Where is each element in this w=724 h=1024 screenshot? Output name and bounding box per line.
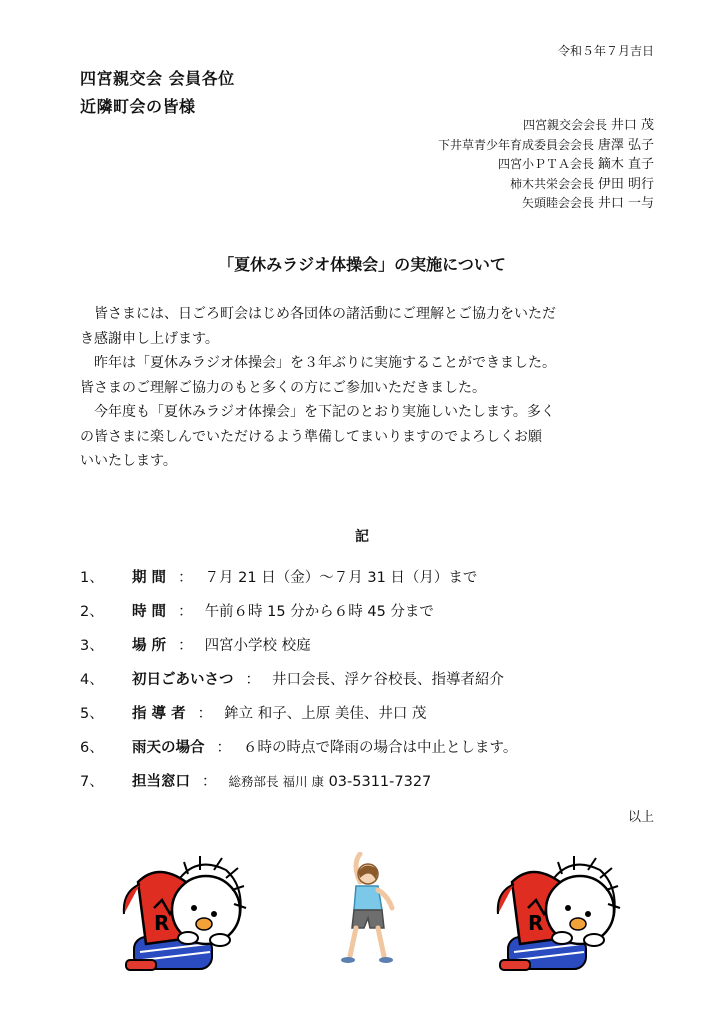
stretching-mascot-illustration-left	[118, 852, 248, 977]
body-line: 昨年は「夏休みラジオ体操会」を３年ぶりに実施することができました。	[80, 355, 556, 371]
item-greeting: 4、 初日ごあいさつ ： 井口会長、浮ケ谷校長、指導者紹介	[80, 672, 504, 688]
closing-ijou: 以上	[627, 810, 654, 825]
stretching-girl-illustration	[330, 852, 398, 968]
item-rain: 6、 雨天の場合 ： ６時の時点で降雨の場合は中止とします。	[80, 740, 518, 756]
item-instructors: 5、 指 導 者 ： 鉾立 和子、上原 美佳、井口 茂	[80, 706, 427, 722]
addressee-neighbors: 近隣町会の皆様	[80, 97, 196, 116]
body-line: 皆さまのご理解ご協力のもと多くの方にご参加いただきました。	[80, 379, 486, 396]
sender-row: 四宮親交会会長 井口 茂	[523, 118, 654, 133]
ki-heading: 記	[355, 529, 369, 545]
item-contact: 7、 担当窓口 ： 総務部長 福川 康 03-5311-7327	[80, 774, 432, 790]
document-title: 「夏休みラジオ体操会」の実施について	[218, 255, 506, 274]
sender-list	[354, 116, 654, 214]
sender-row: 四宮小ＰＴＡ会長 鏑木 直子	[498, 157, 654, 172]
body-line: 今年度も「夏休みラジオ体操会」を下記のとおり実施しいたします。多く	[80, 404, 555, 420]
body-paragraph	[80, 302, 655, 474]
item-place: 3、 場 所 ： 四宮小学校 校庭	[80, 638, 311, 654]
svg-text:R: R	[528, 911, 544, 935]
svg-text:R: R	[154, 911, 170, 935]
addressee-members: 四宮親交会 会員各位	[80, 69, 235, 88]
body-line: き感謝申し上げます。	[80, 330, 219, 347]
sender-row: 矢頭睦会会長 井口 一与	[522, 196, 654, 211]
stretching-mascot-illustration-right	[492, 852, 622, 977]
item-time: 2、 時 間 ： 午前６時 15 分から６時 45 分まで	[80, 604, 434, 620]
item-period: 1、 期 間 ： ７月 21 日（金）～７月 31 日（月）まで	[80, 570, 478, 586]
body-line: の皆さまに楽しんでいただけるよう準備してまいりますのでよろしくお願	[80, 428, 542, 445]
body-line: 皆さまには、日ごろ町会はじめ各団体の諸活動にご理解とご協力をいただ	[80, 306, 556, 322]
sender-row: 柿木共栄会会長 伊田 明行	[510, 176, 654, 192]
document-date: 令和５年７月吉日	[557, 44, 654, 58]
body-line: いいたします。	[80, 453, 177, 469]
sender-row: 下井草青少年育成委員会会長 唐澤 弘子	[438, 137, 654, 153]
